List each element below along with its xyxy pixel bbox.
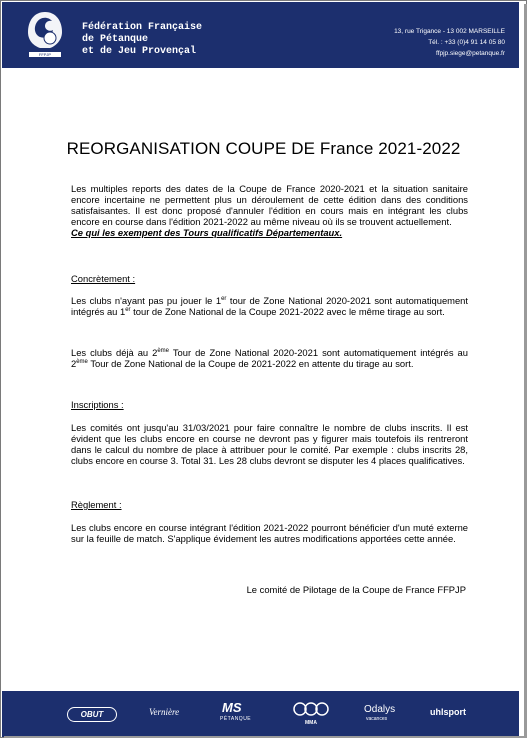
intro-text: Les multiples reports des dates de la Coupe de France 2020-2021 et la situation sanitaire encore incertaine ne permettent plus un déroulement de cette édition dans des conditions satisfaisantes. Il est donc proposé d'annuler l'édition en cours mais en intégrant les clubs encore en course dans l'édition 2021-2022 au même niveau où ils se trouvent actuellement. <box>71 183 468 227</box>
intro-emphasis: Ce qui les exempent des Tours qualificatifs Départementaux. <box>71 227 343 238</box>
sponsor-verniere-logo: Vernière <box>149 707 180 717</box>
email-link[interactable]: ffpjp.siege@petanque.fr <box>436 50 505 57</box>
concretement-paragraph-2: Les clubs déjà au 2ème Tour de Zone National 2020-2021 sont automatiquement intégrés au 2ème Tour de Zone National de la Coupe de 2021-2022 en attente du tirage au sort. <box>71 347 468 369</box>
contact-block <box>394 26 505 59</box>
sponsor-odalys-logo: Odalys <box>364 704 396 715</box>
signature: Le comité de Pilotage de la Coupe de France FFPJP <box>246 584 466 595</box>
sponsor-obut-logo: OBUT <box>67 707 117 722</box>
inscriptions-paragraph: Les comités ont jusqu'au 31/03/2021 pour faire connaître le nombre de clubs inscrits. Il est évident que les clubs encore en course ne devront pas y figurer mais toutefois ils rentreront dans le calcul du nombre de place à attribuer pour le comité. Par exemple : clubs inscrits 28, clubs encore en course 3. Total 31. Les 28 clubs devront se disputer les 4 places qualificatives. <box>71 422 468 466</box>
document-title: REORGANISATION COUPE DE France 2021-2022 <box>66 139 461 158</box>
svg-text:MMA: MMA <box>305 720 317 726</box>
sponsor-ms-subtitle: PÉTANQUE <box>220 716 252 722</box>
federation-logo <box>20 8 70 62</box>
sponsor-odalys-subtitle: vacances <box>366 716 388 722</box>
svg-text:FFPJP: FFPJP <box>38 52 52 58</box>
address: 13, rue Trigance - 13 002 MARSEILLE <box>394 28 505 35</box>
sponsor-uhlsport-logo: uhlsport <box>430 707 466 717</box>
sponsor-footer <box>2 691 519 737</box>
heading-inscriptions: Inscriptions : <box>71 399 124 410</box>
sponsor-ms-logo: MS <box>222 700 242 715</box>
phone: Tél. : +33 (0)4 91 14 05 80 <box>428 39 505 46</box>
intro-paragraph <box>71 183 468 238</box>
federation-name-line-1: Fédération Française <box>82 22 203 33</box>
reglement-paragraph: Les clubs encore en course intégrant l'édition 2021-2022 pourront bénéficier d'un muté externe sur la feuille de match. S'applique évidement les autres modifications apportées cette année. <box>71 522 468 544</box>
federation-name-line-2: de Pétanque <box>82 34 149 45</box>
concretement-paragraph-1: Les clubs n'ayant pas pu jouer le 1er tour de Zone National 2020-2021 sont automatiquement intégrés au 1er tour de Zone National de la Coupe 2021-2022 avec le même tirage au sort. <box>71 295 468 317</box>
heading-concretement: Concrètement : <box>71 273 136 284</box>
federation-name <box>82 22 202 58</box>
federation-name-line-3: et de Jeu Provençal <box>82 46 197 57</box>
letterhead <box>2 2 519 68</box>
heading-reglement: Règlement : <box>71 499 122 510</box>
sponsor-mma-logo <box>292 699 330 727</box>
